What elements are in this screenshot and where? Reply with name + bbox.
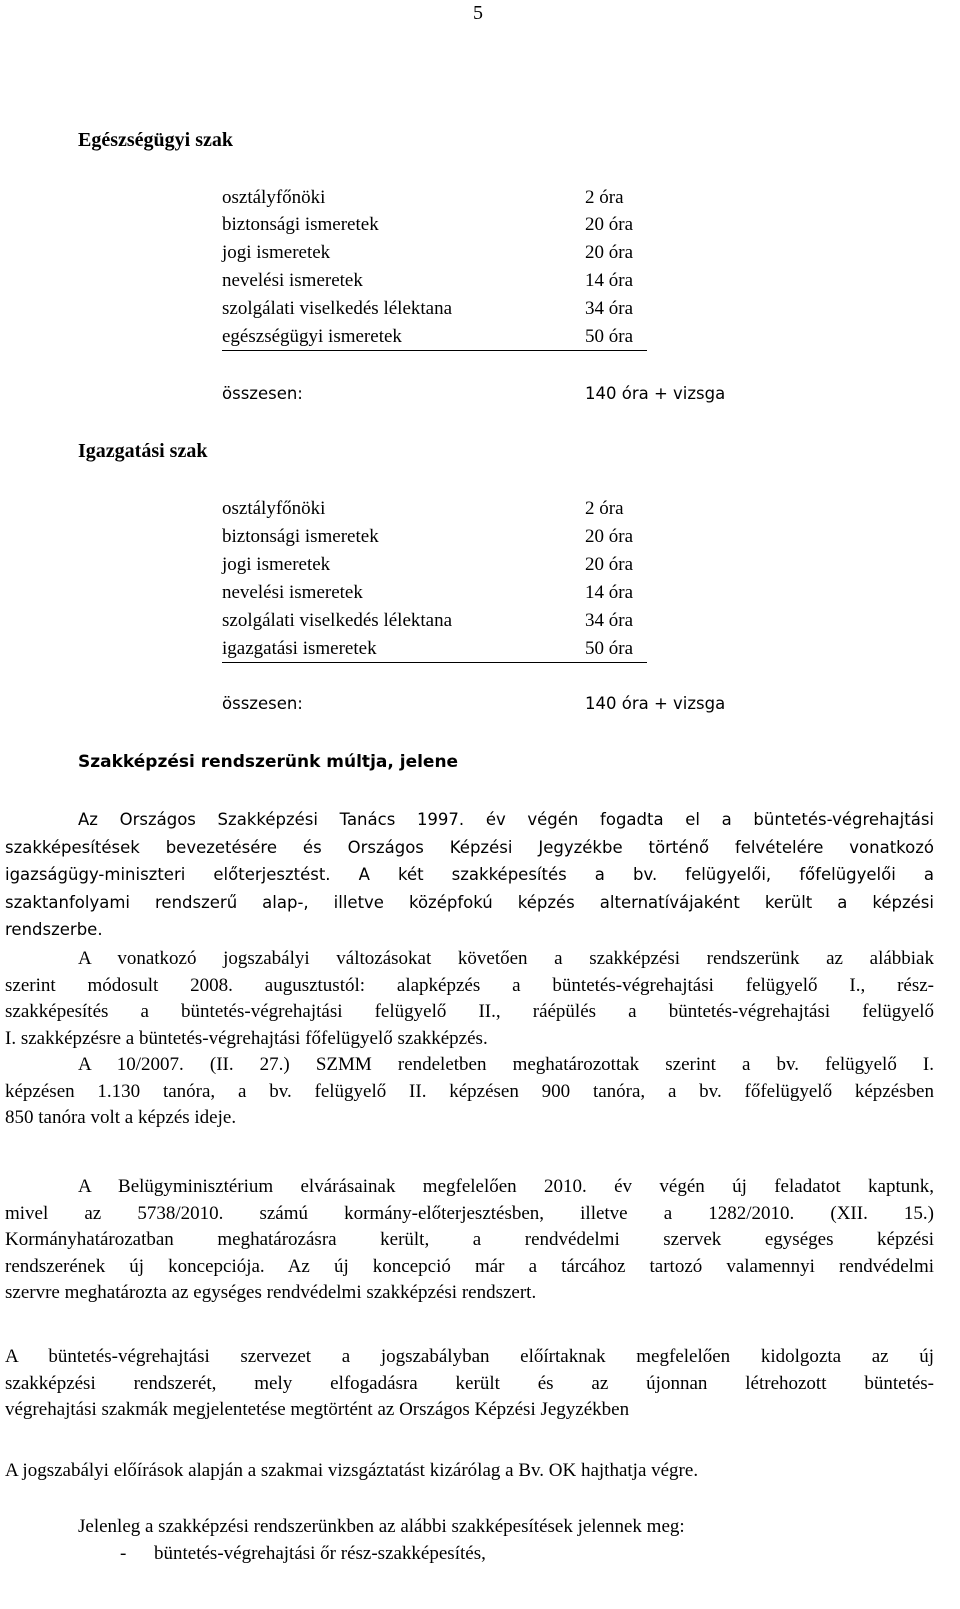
paragraph-line: mivel az 5738/2010. számú kormány-előterjesztésben, illetve a 1282/2010. (XII. 15.) [5,1202,934,1224]
course-hours: 14 óra [585,582,634,603]
paragraph-3 [5,1052,934,1132]
course-label: osztályfőnöki [222,498,326,519]
page-number: 5 [473,2,483,24]
paragraph-line: Az Országos Szakképzési Tanács 1997. év végén fogadta el a büntetés-végrehajtási [78,810,934,829]
paragraph-line: szaktanfolyami rendszerű alap-, illetve középfokú képzés alternatívájaként került a képzési [5,892,934,912]
paragraph-7 [5,1514,934,1541]
list-bullet: - [120,1543,127,1564]
paragraph-line: rendszerbe. [5,920,103,939]
course-label: igazgatási ismeretek [222,638,377,659]
course-hours: 2 óra [585,498,624,519]
course-hours: 20 óra [585,554,634,575]
paragraph-line: A jogszabályi előírások alapján a szakmai vizsgáztatást kizárólag a Bv. OK hajthatja végre. [5,1460,699,1481]
course-hours: 20 óra [585,242,634,263]
total-label: összesen: [222,384,303,403]
paragraph-line: szakképzési rendszerét, mely elfogadásra került és az újonnan létrehozott büntetés- [5,1372,934,1394]
course-hours: 2 óra [585,187,624,208]
paragraph-2 [5,946,934,1052]
paragraph-4 [5,1174,934,1307]
course-label: biztonsági ismeretek [222,526,379,547]
total-value: 140 óra + vizsga [585,384,726,403]
course-hours: 50 óra [585,638,634,659]
section-title-egeszsegugyi: Egészségügyi szak [78,129,233,151]
course-label: jogi ismeretek [222,242,331,263]
paragraph-line: szerint módosult 2008. augusztustól: alapképzés a büntetés-végrehajtási felügyelő I., rész- [5,974,934,996]
course-label: biztonsági ismeretek [222,214,379,235]
course-hours: 34 óra [585,610,634,631]
paragraph-line: A 10/2007. (II. 27.) SZMM rendeletben meghatározottak szerint a bv. felügyelő I. [78,1054,934,1075]
paragraph-1 [5,806,934,944]
paragraph-line: I. szakképzésre a büntetés-végrehajtási főfelügyelő szakképzés. [5,1027,488,1049]
course-label: nevelési ismeretek [222,582,363,603]
paragraph-line: szakképesítés a büntetés-végrehajtási felügyelő II., ráépülés a büntetés-végrehajtási felügyelő [5,1001,934,1022]
sum-rule [222,662,647,663]
paragraph-line: rendszerének új koncepciója. Az új koncepció már a tárcához tartozó valamennyi rendvédelmi [5,1255,934,1277]
course-label: szolgálati viselkedés lélektana [222,298,453,319]
course-hours: 34 óra [585,298,634,319]
paragraph-line: szervre meghatározta az egységes rendvédelmi szakképzési rendszert. [5,1282,537,1303]
section-title-igazgatasi: Igazgatási szak [78,440,208,462]
course-hours: 50 óra [585,326,634,347]
paragraph-line: Jelenleg a szakképzési rendszerünkben az alábbi szakképesítések jelennek meg: [78,1516,685,1537]
paragraph-line: Kormányhatározatban meghatározásra került, a rendvédelmi szervek egységes képzési [5,1229,934,1250]
course-label: nevelési ismeretek [222,270,363,291]
paragraph-line: 850 tanóra volt a képzés ideje. [5,1107,237,1128]
course-hours: 20 óra [585,214,634,235]
paragraph-line: A Belügyminisztérium elvárásainak megfelelően 2010. év végén új feladatot kaptunk, [78,1176,934,1197]
paragraph-line: végrehajtási szakmák megjelentetése megtörtént az Országos Képzési Jegyzékben [5,1399,630,1420]
course-label: egészségügyi ismeretek [222,326,402,347]
course-label: osztályfőnöki [222,187,326,208]
total-label: összesen: [222,694,303,713]
course-label: szolgálati viselkedés lélektana [222,610,453,631]
course-label: jogi ismeretek [222,554,331,575]
paragraph-line: A büntetés-végrehajtási szervezet a jogszabályban előírtaknak megfelelően kidolgozta az új [5,1346,934,1367]
list-item: büntetés-végrehajtási őr rész-szakképesítés, [154,1543,486,1564]
course-hours: 20 óra [585,526,634,547]
paragraph-line: A vonatkozó jogszabályi változásokat követően a szakképzési rendszerünk az alábbiak [78,948,934,969]
paragraph-5 [5,1344,934,1424]
sum-rule [222,350,647,351]
paragraph-line: igazságügy-miniszteri előterjesztést. A két szakképesítés a bv. felügyelői, főfelügyelői a [5,865,934,884]
course-hours: 14 óra [585,270,634,291]
history-heading: Szakképzési rendszerünk múltja, jelene [78,752,459,772]
paragraph-line: szakképesítések bevezetésére és Országos Képzési Jegyzékbe történő felvételére vonatkozó [5,837,934,857]
total-value: 140 óra + vizsga [585,694,726,713]
paragraph-line: képzésen 1.130 tanóra, a bv. felügyelő II. képzésen 900 tanóra, a bv. főfelügyelő képzésben [5,1080,934,1102]
paragraph-6 [5,1458,934,1485]
